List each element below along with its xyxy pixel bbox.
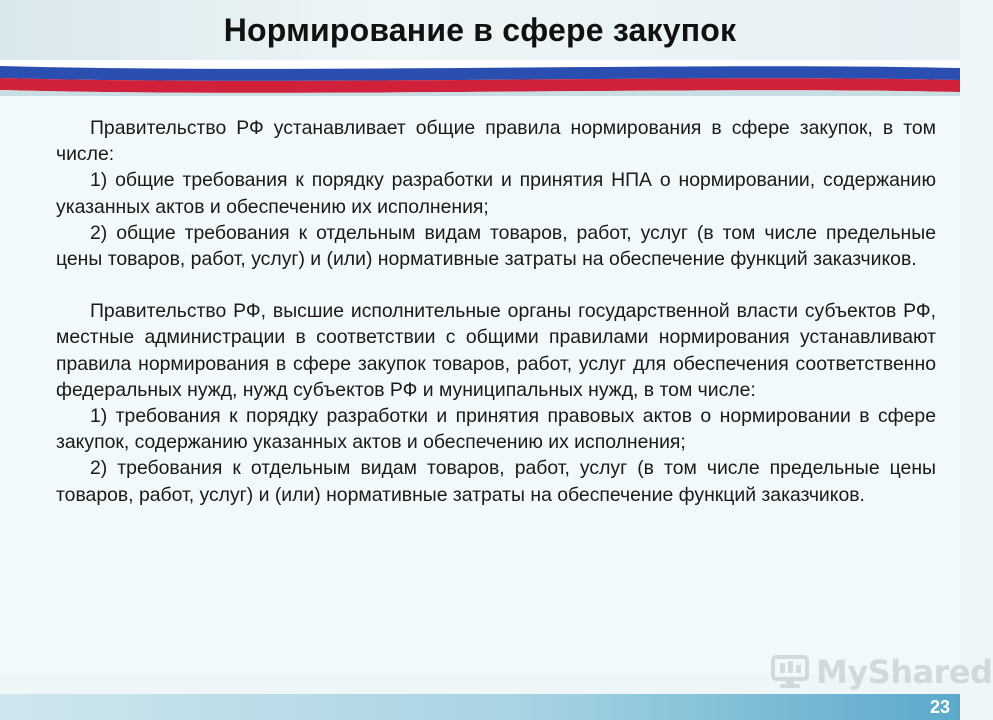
paragraph-list-item-1: 1) общие требования к порядку разработки и принятия НПА о нормировании, содержанию указанных актов и обеспечению их исполнения; bbox=[56, 169, 936, 218]
slide-body-text bbox=[56, 115, 936, 508]
paragraph-list-item-2b: 2) требования к отдельным видам товаров, работ, услуг (в том числе предельные цены товаров, работ, услуг) и (или) нормативные затраты на обеспечение функций заказчиков. bbox=[56, 457, 936, 506]
paragraph-list-item-1b: 1) требования к порядку разработки и принятия правовых актов о нормировании в сфере закупок, содержанию указанных актов и обеспечению их исполнения; bbox=[56, 405, 936, 454]
slide-footer bbox=[0, 694, 960, 720]
paragraph-intro-authorities: Правительство РФ, высшие исполнительные органы государственной власти субъектов РФ, местные администрации в соответствии с общими правилами нормирования устанавливают правила нормирования в сфере закупок товаров, работ, услуг для обеспечения соответственно федеральных нужд, нужд субъектов РФ и муниципальных нужд, в том числе: bbox=[56, 300, 936, 401]
paragraph-list-item-2: 2) общие требования к отдельным видам товаров, работ, услуг (в том числе предельные цены товаров, работ, услуг) и (или) нормативные затраты на обеспечение функций заказчиков. bbox=[56, 221, 936, 271]
watermark bbox=[770, 652, 993, 692]
slide-title: Нормирование в сфере закупок bbox=[223, 12, 737, 48]
watermark-text: MyShared bbox=[816, 653, 993, 691]
paragraph-intro-government: Правительство РФ устанавливает общие правила нормирования в сфере закупок, в том числе: bbox=[56, 117, 936, 166]
page-number: 23 bbox=[929, 697, 950, 717]
flag-wave-banner bbox=[0, 60, 960, 96]
monitor-logo-icon bbox=[770, 654, 810, 690]
slide-header bbox=[0, 0, 960, 60]
